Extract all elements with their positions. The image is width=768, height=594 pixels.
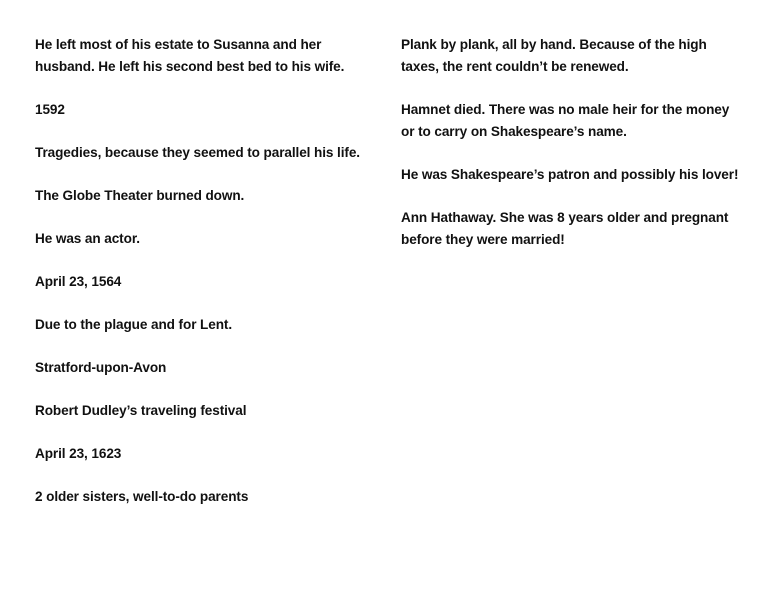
answer-birth-date: April 23, 1564 (35, 274, 122, 289)
answer-birthplace: Stratford-upon-Avon (35, 360, 167, 375)
answer-plague-lent: Due to the plague and for Lent. (35, 317, 233, 332)
answer-actor: He was an actor. (35, 231, 140, 246)
answer-patron: He was Shakespeare’s patron and possibly his lover! (401, 167, 739, 182)
right-column (401, 34, 741, 272)
answer-globe-burned: The Globe Theater burned down. (35, 188, 245, 203)
answer-traveling-festival: Robert Dudley’s traveling festival (35, 403, 247, 418)
answer-family: 2 older sisters, well-to-do parents (35, 489, 249, 504)
answer-ann-hathaway: Ann Hathaway. She was 8 years older and pregnant before they were married! (401, 210, 729, 247)
answer-death-date: April 23, 1623 (35, 446, 122, 461)
answer-year-1592: 1592 (35, 102, 65, 117)
answer-plank-by-plank: Plank by plank, all by hand. Because of the high taxes, the rent couldn’t be renewed. (401, 37, 707, 74)
answer-tragedies: Tragedies, because they seemed to parallel his life. (35, 145, 360, 160)
left-column (35, 34, 375, 529)
answer-estate: He left most of his estate to Susanna and her husband. He left his second best bed to his wife. (35, 37, 345, 74)
answer-hamnet: Hamnet died. There was no male heir for the money or to carry on Shakespeare’s name. (401, 102, 730, 139)
